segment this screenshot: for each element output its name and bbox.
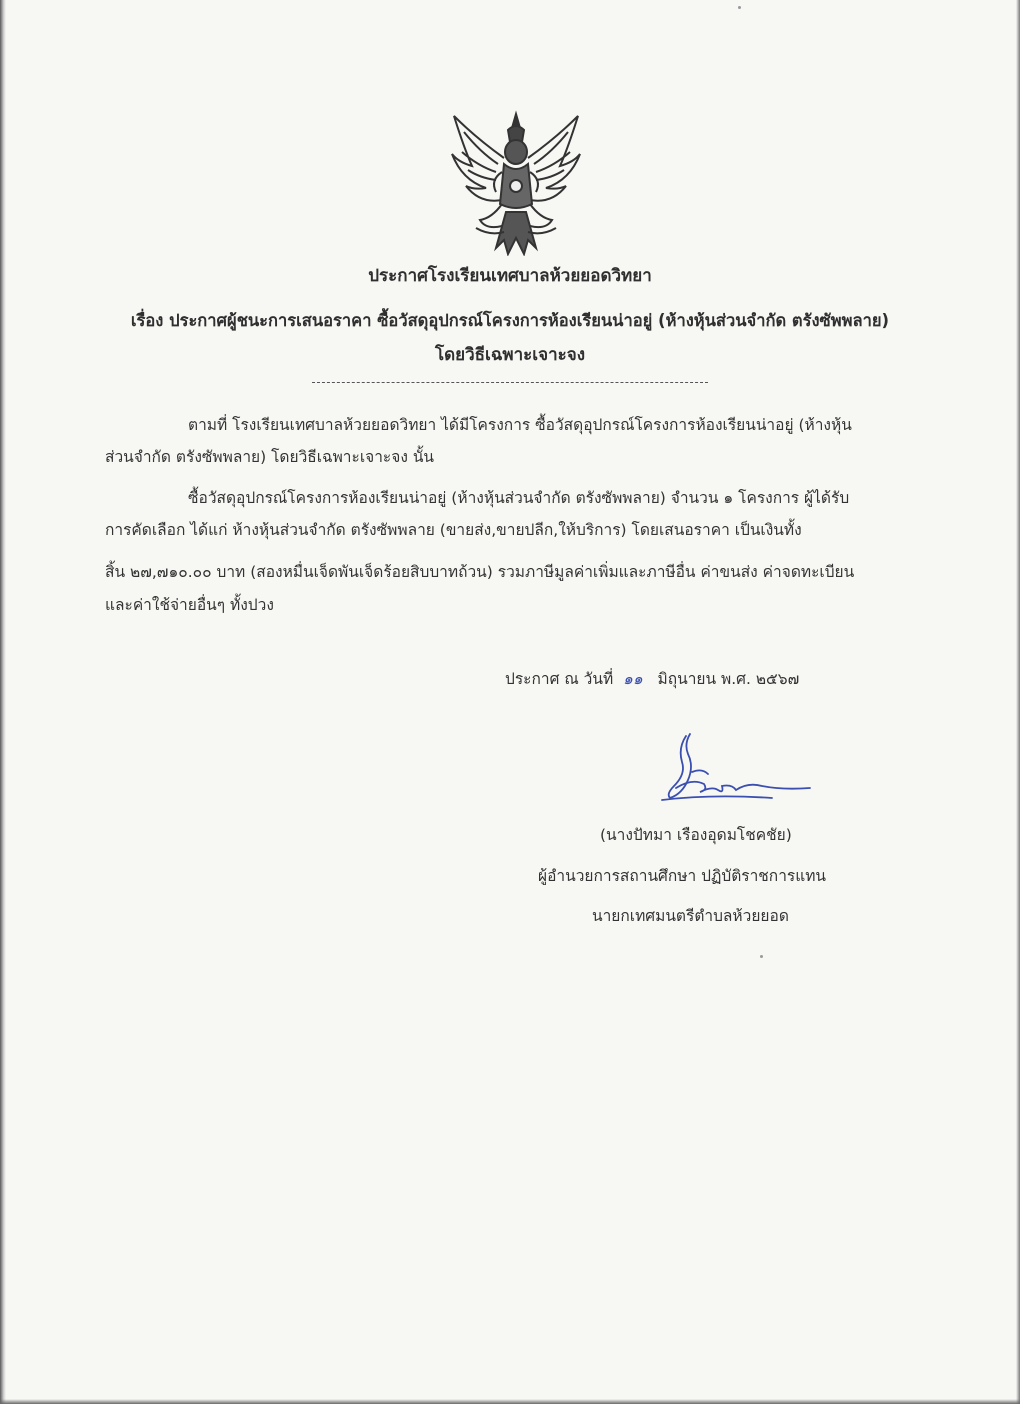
date-day-handwritten: ๑๑: [623, 670, 643, 688]
announcement-date: [505, 666, 799, 691]
paragraph-2-line-4: และค่าใช้จ่ายอื่นๆ ทั้งปวง: [105, 596, 274, 614]
signatory-name: (นางปัทมา เรืองอุดมโชคชัย): [600, 826, 792, 844]
scan-edge-bottom: [0, 1399, 1020, 1404]
scan-edge-left: [0, 0, 6, 1404]
paragraph-2-line-1: ซื้อวัสดุอุปกรณ์โครงการห้องเรียนน่าอยู่ (ห้างหุ้นส่วนจำกัด ตรังซัพพลาย) จำนวน ๑ โครงการ ผู้ได้รับ: [188, 489, 850, 507]
scan-speck: [738, 6, 741, 9]
announcement-title: ประกาศโรงเรียนเทศบาลห้วยยอดวิทยา: [368, 266, 652, 286]
garuda-emblem-icon: [446, 108, 586, 256]
scan-speck: [760, 955, 763, 958]
paragraph-2-line-2: การคัดเลือก ได้แก่ ห้างหุ้นส่วนจำกัด ตรังซัพพลาย (ขายส่ง,ขายปลีก,ให้บริการ) โดยเสนอราคา เป็นเงินทั้ง: [105, 521, 802, 539]
signatory-on-behalf-of: นายกเทศมนตรีตำบลห้วยยอด: [592, 907, 789, 925]
procurement-method: โดยวิธีเฉพาะเจาะจง: [434, 345, 586, 365]
signatory-position: ผู้อำนวยการสถานศึกษา ปฏิบัติราชการแทน: [538, 867, 827, 885]
announcement-subject: เรื่อง ประกาศผู้ชนะการเสนอราคา ซื้อวัสดุอุปกรณ์โครงการห้องเรียนน่าอยู่ (ห้างหุ้นส่วนจำกัด ตรังซัพพลาย): [130, 311, 890, 330]
date-month-year: มิถุนายน พ.ศ. ๒๕๖๗: [657, 670, 800, 688]
handwritten-signature-icon: [652, 728, 822, 808]
scan-edge-right: [1016, 0, 1020, 1404]
title-divider: [312, 382, 708, 383]
paragraph-2-line-3: สิ้น ๒๗,๗๑๐.๐๐ บาท (สองหมื่นเจ็ดพันเจ็ดร้อยสิบบาทถ้วน) รวมภาษีมูลค่าเพิ่มและภาษีอื่น ค่าขนส่ง ค่าจดทะเบียน: [105, 563, 855, 581]
paragraph-1-line-1: ตามที่ โรงเรียนเทศบาลห้วยยอดวิทยา ได้มีโครงการ ซื้อวัสดุอุปกรณ์โครงการห้องเรียนน่าอยู่ (ห้างหุ้น: [188, 416, 852, 434]
date-prefix: ประกาศ ณ วันที่: [505, 670, 614, 688]
paragraph-1-line-2: ส่วนจำกัด ตรังซัพพลาย) โดยวิธีเฉพาะเจาะจง นั้น: [105, 448, 435, 466]
